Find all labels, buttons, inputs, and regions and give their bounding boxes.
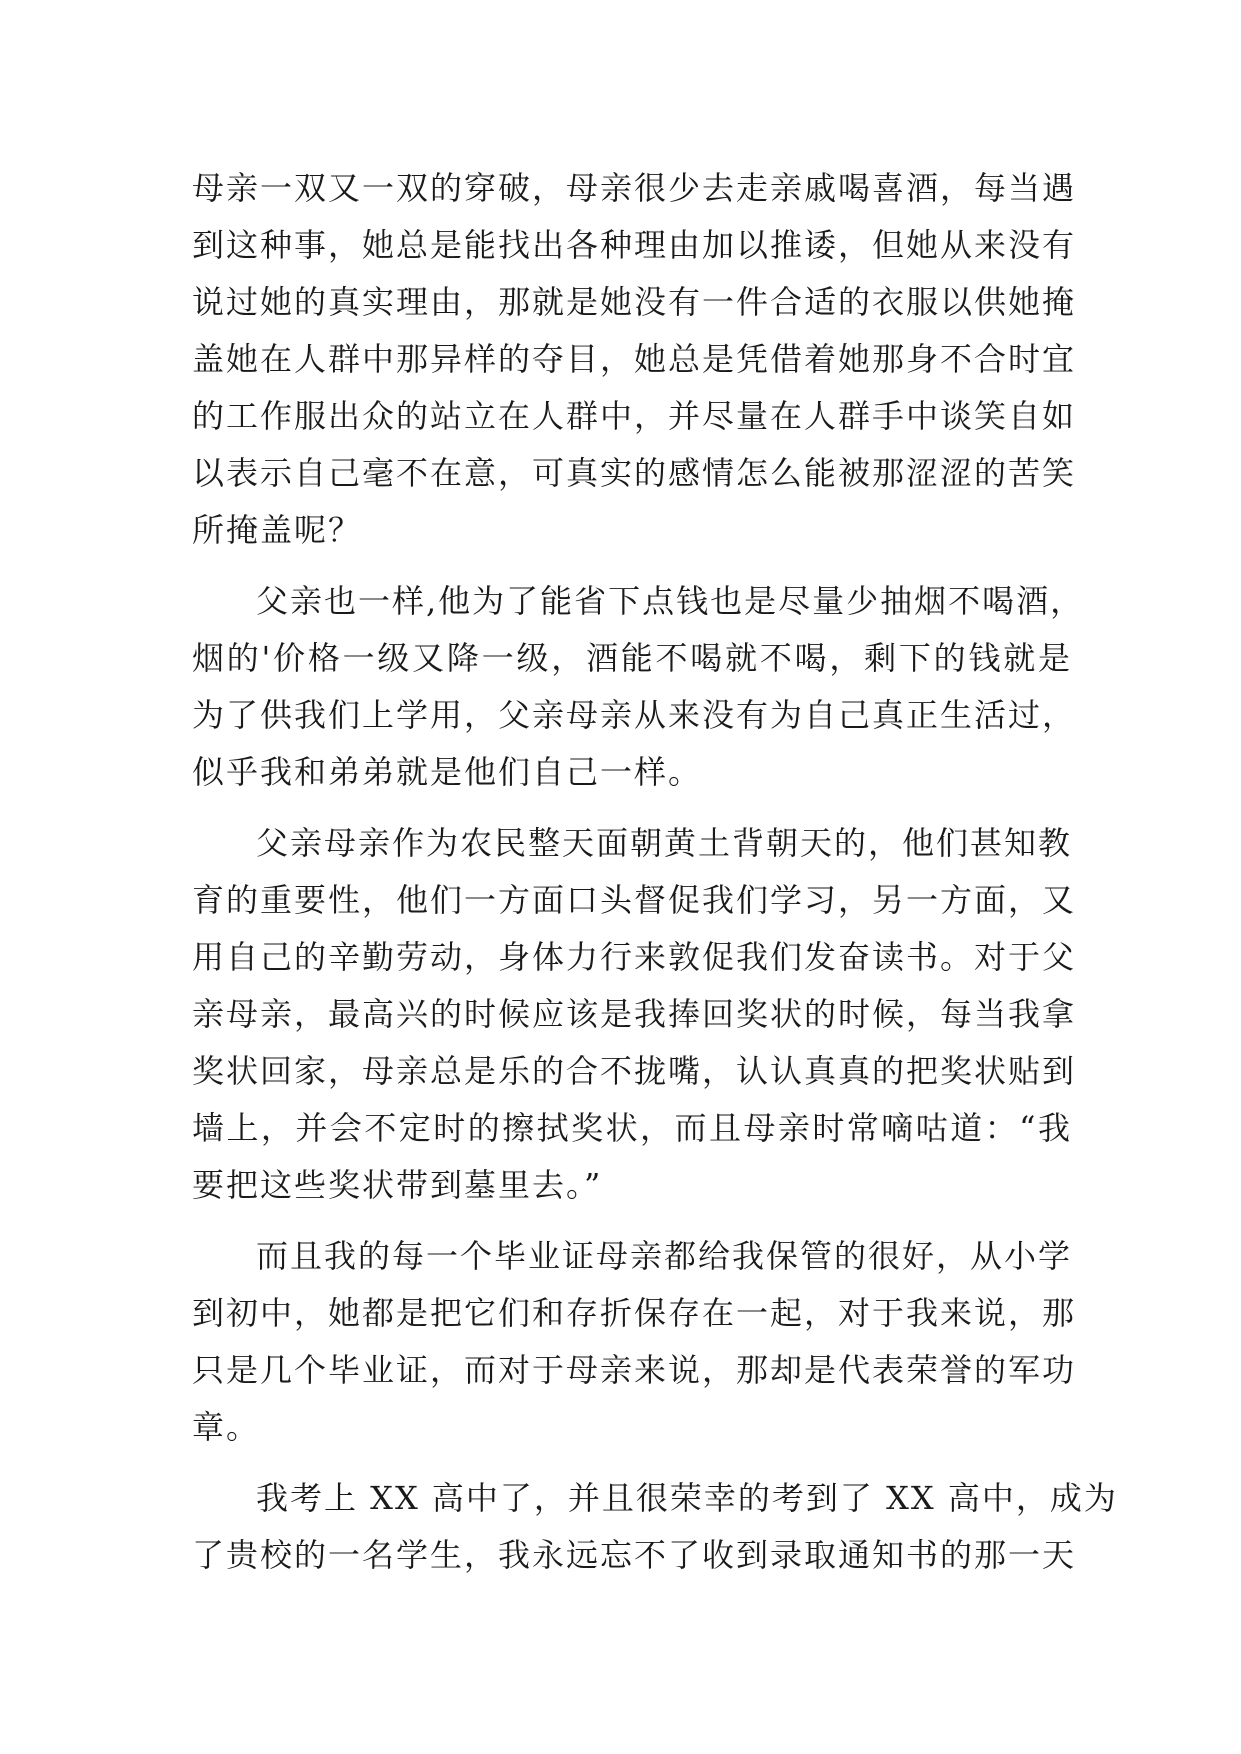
paragraph-5 bbox=[192, 1470, 1118, 1584]
text-line: 而且我的每一个毕业证母亲都给我保管的很好，从小学 bbox=[256, 1237, 1073, 1275]
text-line: 了贵校的一名学生，我永远忘不了收到录取通知书的那一天 bbox=[192, 1536, 1077, 1574]
paragraph-gap bbox=[192, 559, 1072, 573]
body-text bbox=[192, 160, 1118, 1584]
text-line: 盖她在人群中那异样的夺目，她总是凭借着她那身不合时宜 bbox=[192, 340, 1077, 378]
text-line: 父亲也一样,他为了能省下点钱也是尽量少抽烟不喝酒， bbox=[256, 582, 1085, 620]
text-line: 亲母亲，最高兴的时候应该是我捧回奖状的时候，每当我拿 bbox=[192, 995, 1077, 1033]
text-line: 用自己的辛勤劳动，身体力行来敦促我们发奋读书。对于父 bbox=[192, 938, 1077, 976]
text-line: 父亲母亲作为农民整天面朝黄土背朝天的，他们甚知教 bbox=[256, 824, 1073, 862]
text-line: 要把这些奖状带到墓里去。” bbox=[192, 1166, 603, 1204]
text-line: 烟的'价格一级又降一级，酒能不喝就不喝，剩下的钱就是 bbox=[192, 639, 1072, 677]
text-line: 我考上 XX 高中了，并且很荣幸的考到了 XX 高中，成为 bbox=[256, 1479, 1118, 1517]
text-line: 母亲一双又一双的穿破，母亲很少去走亲戚喝喜酒，每当遇 bbox=[192, 169, 1077, 207]
paragraph-2 bbox=[192, 573, 1085, 801]
paragraph-3 bbox=[192, 815, 1077, 1214]
text-line: 以表示自己毫不在意，可真实的感情怎么能被那涩涩的苦笑 bbox=[192, 454, 1077, 492]
text-line: 的工作服出众的站立在人群中，并尽量在人群手中谈笑自如 bbox=[192, 397, 1077, 435]
text-line: 说过她的真实理由，那就是她没有一件合适的衣服以供她掩 bbox=[192, 283, 1077, 321]
text-line: 为了供我们上学用，父亲母亲从来没有为自己真正生活过， bbox=[192, 696, 1077, 734]
text-line: 墙上，并会不定时的擦拭奖状，而且母亲时常嘀咕道：“我 bbox=[192, 1109, 1072, 1147]
text-line: 育的重要性，他们一方面口头督促我们学习，另一方面，又 bbox=[192, 881, 1077, 919]
text-line: 到这种事，她总是能找出各种理由加以推诿，但她从来没有 bbox=[192, 226, 1077, 264]
text-line: 只是几个毕业证，而对于母亲来说，那却是代表荣誉的军功 bbox=[192, 1351, 1077, 1389]
text-line: 所掩盖呢？ bbox=[192, 511, 363, 549]
text-line: 奖状回家，母亲总是乐的合不拢嘴，认认真真的把奖状贴到 bbox=[192, 1052, 1077, 1090]
paragraph-gap bbox=[192, 1214, 1072, 1228]
text-line: 似乎我和弟弟就是他们自己一样。 bbox=[192, 753, 703, 791]
paragraph-1 bbox=[192, 160, 1077, 559]
paragraph-gap bbox=[192, 801, 1072, 815]
paragraph-gap bbox=[192, 1456, 1072, 1470]
paragraph-4 bbox=[192, 1228, 1077, 1456]
text-line: 章。 bbox=[192, 1408, 261, 1446]
text-line: 到初中，她都是把它们和存折保存在一起，对于我来说，那 bbox=[192, 1294, 1077, 1332]
